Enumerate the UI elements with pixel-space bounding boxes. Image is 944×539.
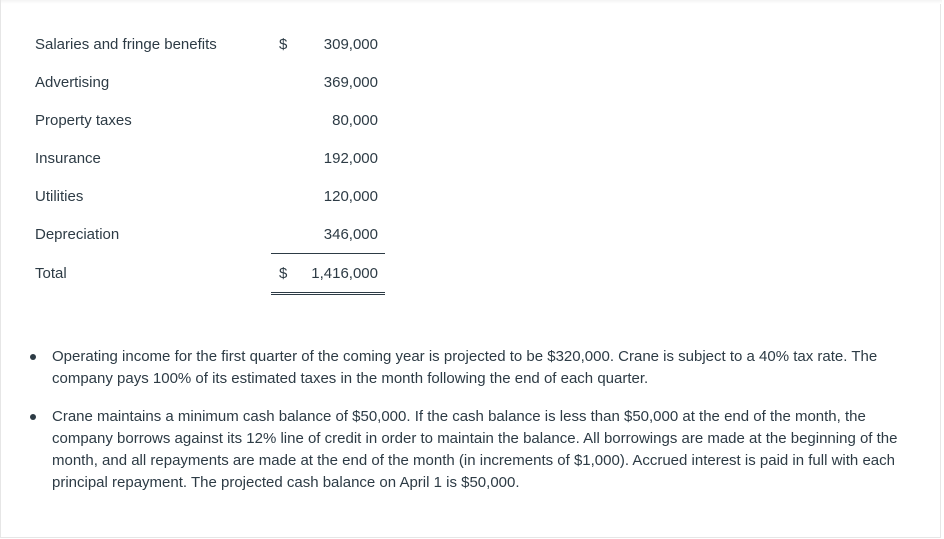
note-text: Operating income for the first quarter of the coming year is projected to be $320,000. Crane is subject to a 40% tax rate. The company pays 100% of its estimated taxes in the month following the end of each quarter. bbox=[52, 348, 878, 387]
list-item bbox=[52, 346, 927, 390]
expense-amount-cell bbox=[271, 25, 385, 63]
bullet-icon bbox=[30, 354, 36, 360]
expense-label: Utilities bbox=[35, 187, 84, 205]
top-divider bbox=[1, 0, 942, 4]
total-amount: 1,416,000 bbox=[311, 264, 378, 282]
expenses-table bbox=[35, 25, 385, 295]
expense-amount: 309,000 bbox=[323, 35, 378, 53]
table-row bbox=[35, 101, 385, 139]
expense-amount-cell bbox=[271, 177, 385, 215]
expense-amount: 192,000 bbox=[323, 149, 378, 167]
expense-label: Depreciation bbox=[35, 225, 120, 243]
total-amount-cell bbox=[271, 254, 385, 294]
table-row bbox=[35, 177, 385, 215]
table-row bbox=[35, 215, 385, 254]
expense-label: Advertising bbox=[35, 73, 110, 91]
currency-symbol: $ bbox=[279, 265, 288, 282]
expense-amount: 80,000 bbox=[332, 111, 378, 129]
expense-amount: 120,000 bbox=[323, 187, 378, 205]
expense-amount: 369,000 bbox=[323, 73, 378, 91]
bullet-icon bbox=[30, 414, 36, 420]
list-item bbox=[52, 406, 927, 494]
expense-amount-cell bbox=[271, 101, 385, 139]
expense-label: Insurance bbox=[35, 149, 101, 167]
expense-amount-cell bbox=[271, 215, 385, 254]
table-row bbox=[35, 63, 385, 101]
expense-label: Property taxes bbox=[35, 111, 132, 129]
expense-amount-cell bbox=[271, 63, 385, 101]
note-text: Crane maintains a minimum cash balance of $50,000. If the cash balance is less than $50,000 at the end of the month, the company borrows against its 12% line of credit in order to maintain the balance. All borrowings are made at the beginning of the month, and all repayments are made at the end of the month (in increments of $1,000). Accrued interest is paid in full with each principal repayment. The projected cash balance on April 1 is $50,000. bbox=[52, 408, 898, 491]
notes-list bbox=[1, 346, 927, 510]
expense-amount-cell bbox=[271, 139, 385, 177]
table-row bbox=[35, 25, 385, 63]
expense-amount: 346,000 bbox=[323, 225, 378, 243]
total-row bbox=[35, 254, 385, 294]
currency-symbol: $ bbox=[279, 36, 288, 53]
expense-label: Salaries and fringe benefits bbox=[35, 35, 217, 53]
table-row bbox=[35, 139, 385, 177]
total-label: Total bbox=[35, 265, 67, 282]
